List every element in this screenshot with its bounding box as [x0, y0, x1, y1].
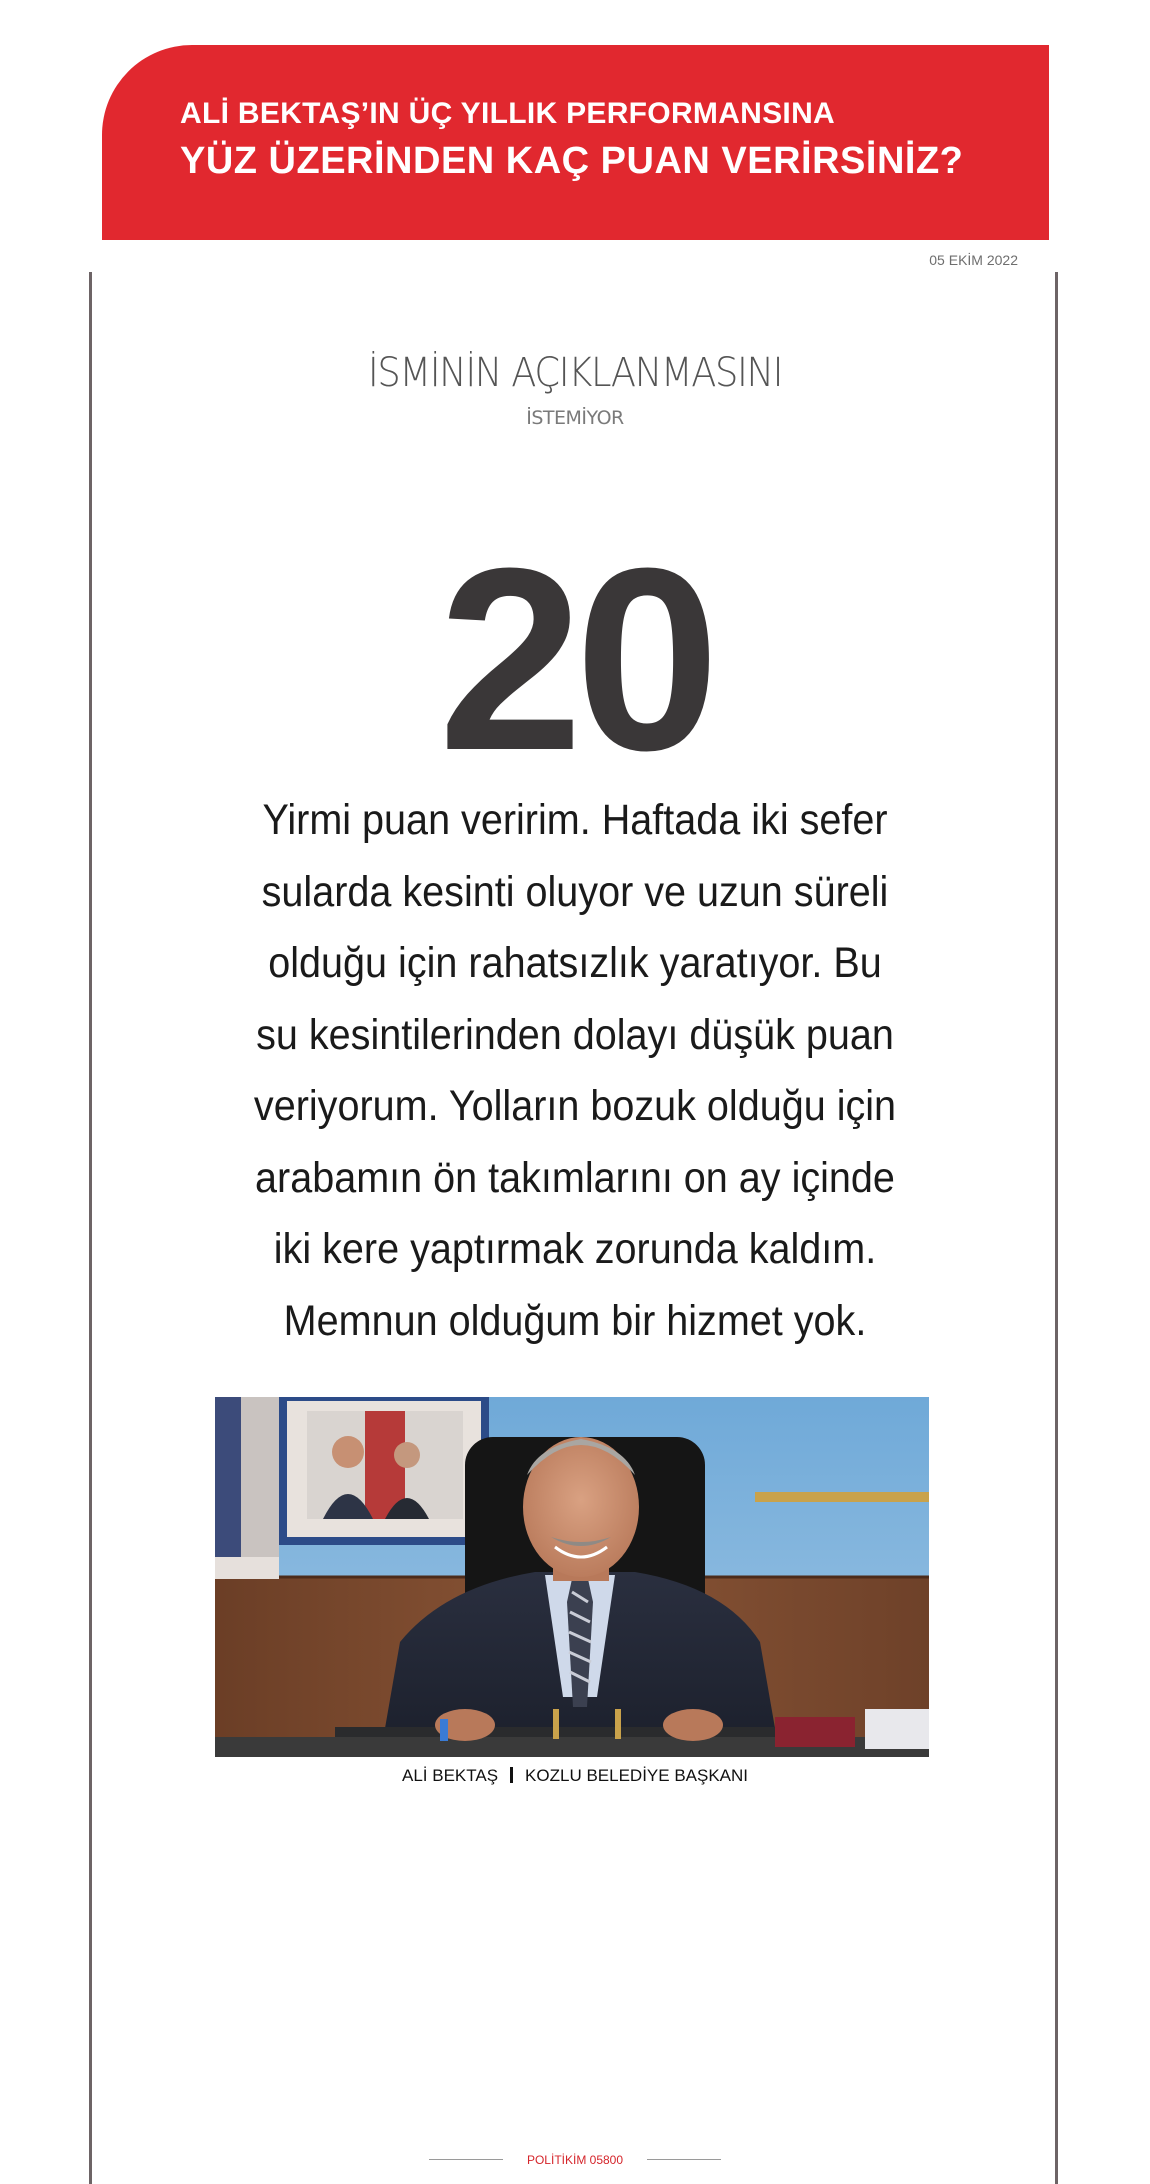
photo-caption: [0, 1766, 1150, 1786]
footer-rule-right: [647, 2159, 721, 2160]
quote-line: Memnun olduğum bir hizmet yok.: [283, 1296, 867, 1345]
quote-line: sularda kesinti oluyor ve uzun süreli: [261, 867, 889, 916]
quote-line: olduğu için rahatsızlık yaratıyor. Bu: [268, 939, 882, 987]
score-value: 20: [438, 515, 712, 805]
caption-person-name: ALİ BEKTAŞ: [401, 1766, 499, 1785]
caption-person-title: KOZLU BELEDİYE BAŞKANI: [525, 1766, 749, 1785]
caption-separator: [510, 1767, 513, 1783]
mayor-portrait-photo: [215, 1397, 929, 1757]
footer-label: POLİTİKİM 05800: [526, 2152, 624, 2167]
issue-date: 05 EKİM 2022: [929, 252, 1018, 268]
quote-line: veriyorum. Yolların bozuk olduğu için: [253, 1082, 897, 1130]
respondent-name: İSMİNİN AÇIKLANMASINI: [367, 350, 783, 396]
quote-line: Yirmi puan veririm. Haftada iki sefer: [262, 796, 888, 844]
header-banner: [102, 45, 1049, 240]
footer-rule-left: [429, 2159, 503, 2160]
quote-line: arabamın ön takımlarını on ay içinde: [255, 1153, 895, 1202]
quote-line: su kesintilerinden dolayı düşük puan: [256, 1010, 894, 1059]
quote-line: iki kere yaptırmak zorunda kaldım.: [273, 1225, 877, 1273]
respondent-subtitle: İSTEMİYOR: [526, 407, 624, 429]
respondent-quote: [230, 785, 920, 1357]
header-question-line2: YÜZ ÜZERİNDEN KAÇ PUAN VERİRSİNİZ?: [180, 140, 964, 182]
header-question-line1: ALİ BEKTAŞ’IN ÜÇ YILLIK PERFORMANSINA: [180, 97, 836, 130]
page-footer: [0, 2151, 1150, 2169]
